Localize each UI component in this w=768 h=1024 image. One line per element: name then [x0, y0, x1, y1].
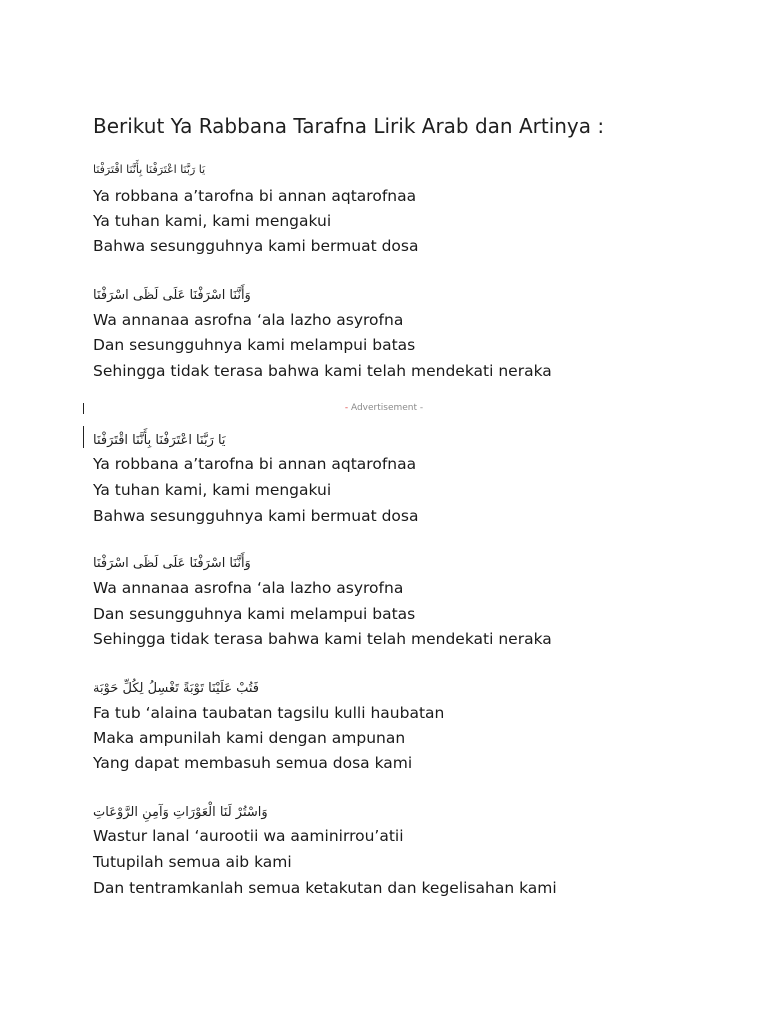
arabic-verse-4: [93, 552, 393, 571]
transliteration-line: Fa tub ‘alaina taubatan tagsilu kulli haubatan: [93, 704, 445, 722]
arabic-text: يَا رَبَّنَا اعْتَرَفْنَا بِأَنَّنَا اقْتَرَفْنَا: [93, 163, 206, 176]
transliteration-line: Ya robbana a’tarofna bi annan aqtarofnaa: [93, 455, 417, 473]
transliteration-line: Wa annanaa asrofna ‘ala lazho asyrofna: [93, 311, 404, 329]
arabic-text: يَا رَبَّنَا اعْتَرَفْنَا بِأَنَّنَا اقْتَرَفْنَا: [93, 433, 226, 448]
arabic-text: وَأَنَّنَا اسْرَفْنَا عَلَى لَظَى اسْرَفْنَا: [93, 556, 251, 571]
translation-line: Tutupilah semua aib kami: [93, 853, 292, 871]
transliteration-line: Wastur lanal ‘aurootii wa aaminirrou’atii: [93, 827, 404, 845]
arabic-text: وَاسْتُرْ لَنَا الْعَوْرَاتِ وَآمِنِ الرَّوْعَاتِ: [93, 805, 268, 820]
page-title: Berikut Ya Rabbana Tarafna Lirik Arab dan Artinya :: [93, 114, 605, 138]
translation-line: Maka ampunilah kami dengan ampunan: [93, 729, 406, 747]
translation-line: Ya tuhan kami, kami mengakui: [93, 481, 332, 499]
arabic-verse-1: [93, 158, 393, 177]
arabic-text: فَتُبْ عَلَيْنَا تَوْبَةً تَغْسِلُ لِكُلِّ حَوْبَة: [93, 681, 260, 696]
ad-dash-left: -: [344, 403, 349, 413]
translation-line: Dan tentramkanlah semua ketakutan dan kegelisahan kami: [93, 879, 557, 897]
advertisement-label: [0, 403, 768, 413]
translation-line: Sehingga tidak terasa bahwa kami telah mendekati neraka: [93, 362, 552, 380]
arabic-verse-3: [93, 429, 393, 448]
translation-line: Bahwa sesungguhnya kami bermuat dosa: [93, 237, 419, 255]
transliteration-line: Ya robbana a’tarofna bi annan aqtarofnaa: [93, 187, 417, 205]
arabic-text: وَأَنَّنَا اسْرَفْنَا عَلَى لَظَى اسْرَفْنَا: [93, 288, 251, 303]
translation-line: Ya tuhan kami, kami mengakui: [93, 212, 332, 230]
translation-line: Bahwa sesungguhnya kami bermuat dosa: [93, 507, 419, 525]
ad-dash-right: -: [419, 403, 424, 413]
translation-line: Dan sesungguhnya kami melampui batas: [93, 605, 416, 623]
arabic-verse-5: [93, 677, 393, 696]
translation-line: Sehingga tidak terasa bahwa kami telah mendekati neraka: [93, 630, 552, 648]
translation-line: Yang dapat membasuh semua dosa kami: [93, 754, 413, 772]
arabic-verse-6: [93, 801, 393, 820]
text-cursor-mark: [83, 426, 84, 448]
translation-line: Dan sesungguhnya kami melampui batas: [93, 336, 416, 354]
ad-label: Advertisement: [350, 403, 418, 413]
transliteration-line: Wa annanaa asrofna ‘ala lazho asyrofna: [93, 579, 404, 597]
arabic-verse-2: [93, 284, 393, 303]
